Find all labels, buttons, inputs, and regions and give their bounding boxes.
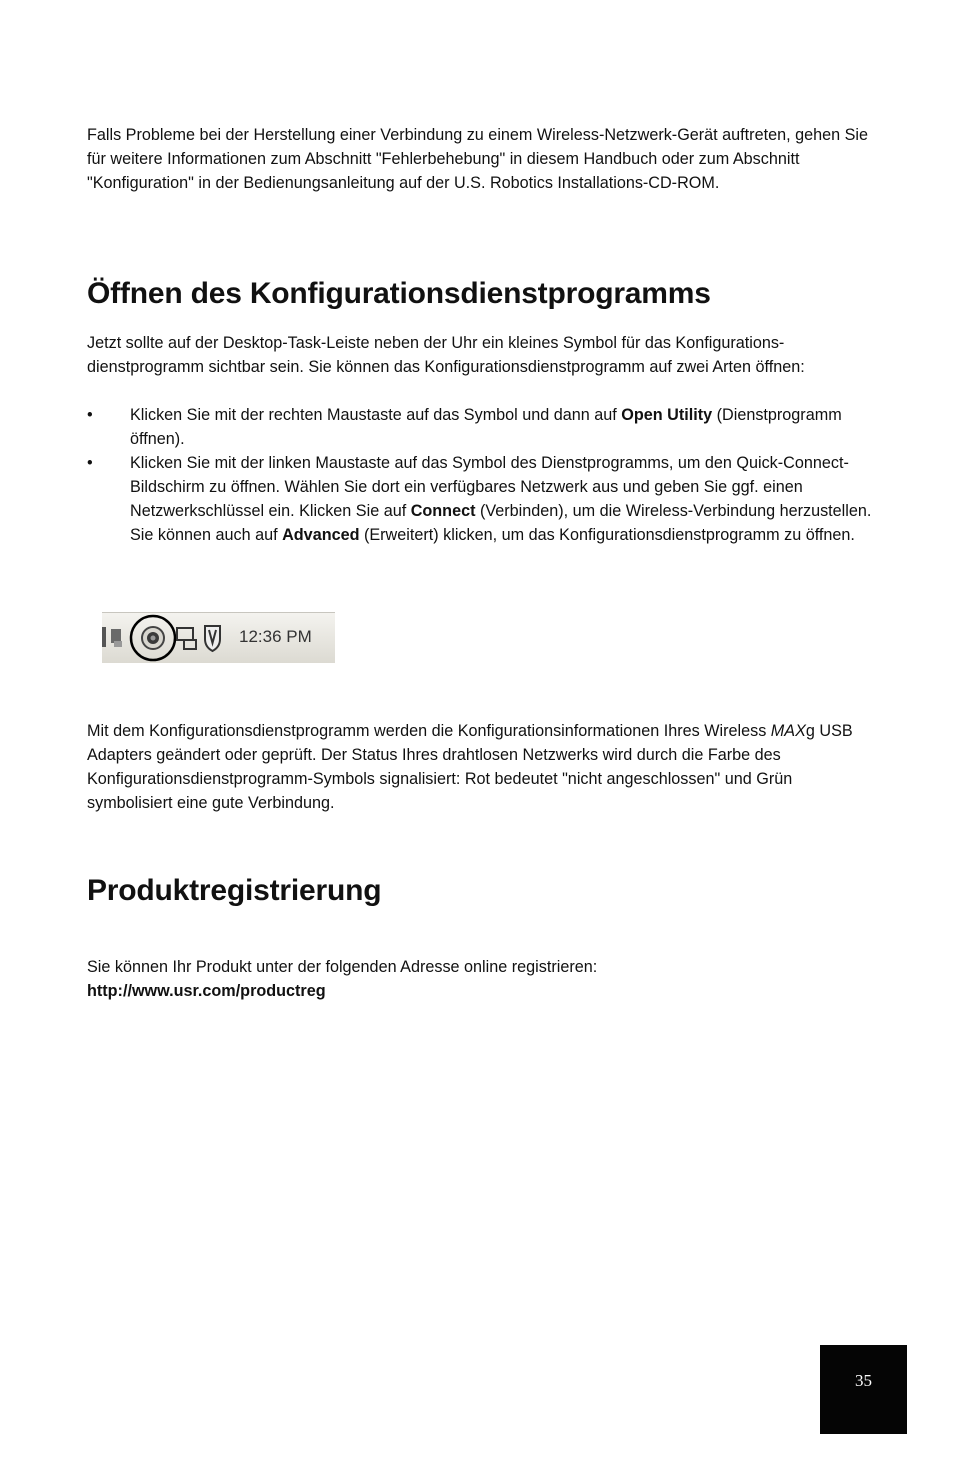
- status-text: Mit dem Konfigurationsdienstprogramm werden die Konfigurationsinformationen Ihres Wireless: [87, 722, 771, 740]
- status-text: g USB Adapters geändert oder geprüft. Der Status Ihres drahtlosen Netzwerks wird durch die Farbe des Konfigurationsdienstprogramm-Symbols signalisiert: Rot bedeutet "nicht angeschlossen" und Grün symbolisiert eine gute Verbindung.: [87, 722, 853, 812]
- tray-clock: 12:36 PM: [239, 627, 312, 646]
- config-intro-paragraph: Jetzt sollte auf der Desktop-Task-Leiste neben der Uhr ein kleines Symbol für das Konfigurations-dienstprogramm sichtbar sein. Sie können das Konfigurationsdienstprogramm auf zwei Arten öffnen:: [87, 334, 805, 376]
- section-heading-registration: Produktregistrierung: [87, 874, 382, 907]
- connect-label: Connect: [410, 502, 476, 520]
- bullet-item-quick-connect: [87, 451, 877, 547]
- bullet-text: (Erweitert) klicken, um das Konfigurationsdienstprogramm zu öffnen.: [359, 526, 855, 544]
- shield-icon: [205, 626, 220, 651]
- intro-paragraph: Falls Probleme bei der Herstellung einer Verbindung zu einem Wireless-Netzwerk-Gerät auftreten, gehen Sie für weitere Informationen zum Abschnitt "Fehlerbehebung" in diesem Handbuch oder zum Abschnitt "Konfiguration" in der Bedienungsanleitung auf der U.S. Robotics Installations-CD-ROM.: [87, 126, 868, 192]
- bullet-list: [87, 403, 877, 547]
- bullet-item-open-utility: [87, 403, 877, 451]
- bullet-dot: •: [87, 406, 93, 424]
- bullet-dot: •: [87, 454, 93, 472]
- status-paragraph: [87, 719, 877, 815]
- max-brand: MAX: [770, 722, 806, 740]
- registration-text: Sie können Ihr Produkt unter der folgenden Adresse online registrieren:: [87, 958, 598, 976]
- utility-icon[interactable]: [142, 627, 164, 649]
- advanced-label: Advanced: [282, 526, 360, 544]
- open-utility-label: Open Utility: [621, 406, 713, 424]
- bullet-text: (Dienstprogramm öffnen).: [130, 406, 842, 448]
- page-number: 35: [820, 1345, 907, 1434]
- bullet-text: Klicken Sie mit der linken Maustaste auf das Symbol des Dienstprogramms, um den Quick-Connect-Bildschirm zu öffnen. Wählen Sie dort ein verfügbares Netzwerk aus und geben Sie ggf. einen Netzwerkschlüssel ein. Klicken Sie auf: [130, 454, 849, 520]
- registration-paragraph: [87, 955, 877, 1003]
- network-icon: [102, 627, 122, 647]
- registration-link[interactable]: http://www.usr.com/productreg: [87, 982, 326, 1000]
- section-heading-config-utility: Öffnen des Konfigurationsdienstprogramms: [87, 277, 711, 310]
- bullet-text: Klicken Sie mit der rechten Maustaste auf das Symbol und dann auf: [130, 406, 622, 424]
- system-tray-screenshot: [102, 612, 335, 663]
- usb-device-icon: [177, 628, 196, 649]
- bullet-text: (Verbinden), um die Wireless-Verbindung herzustellen. Sie können auch auf: [130, 502, 872, 544]
